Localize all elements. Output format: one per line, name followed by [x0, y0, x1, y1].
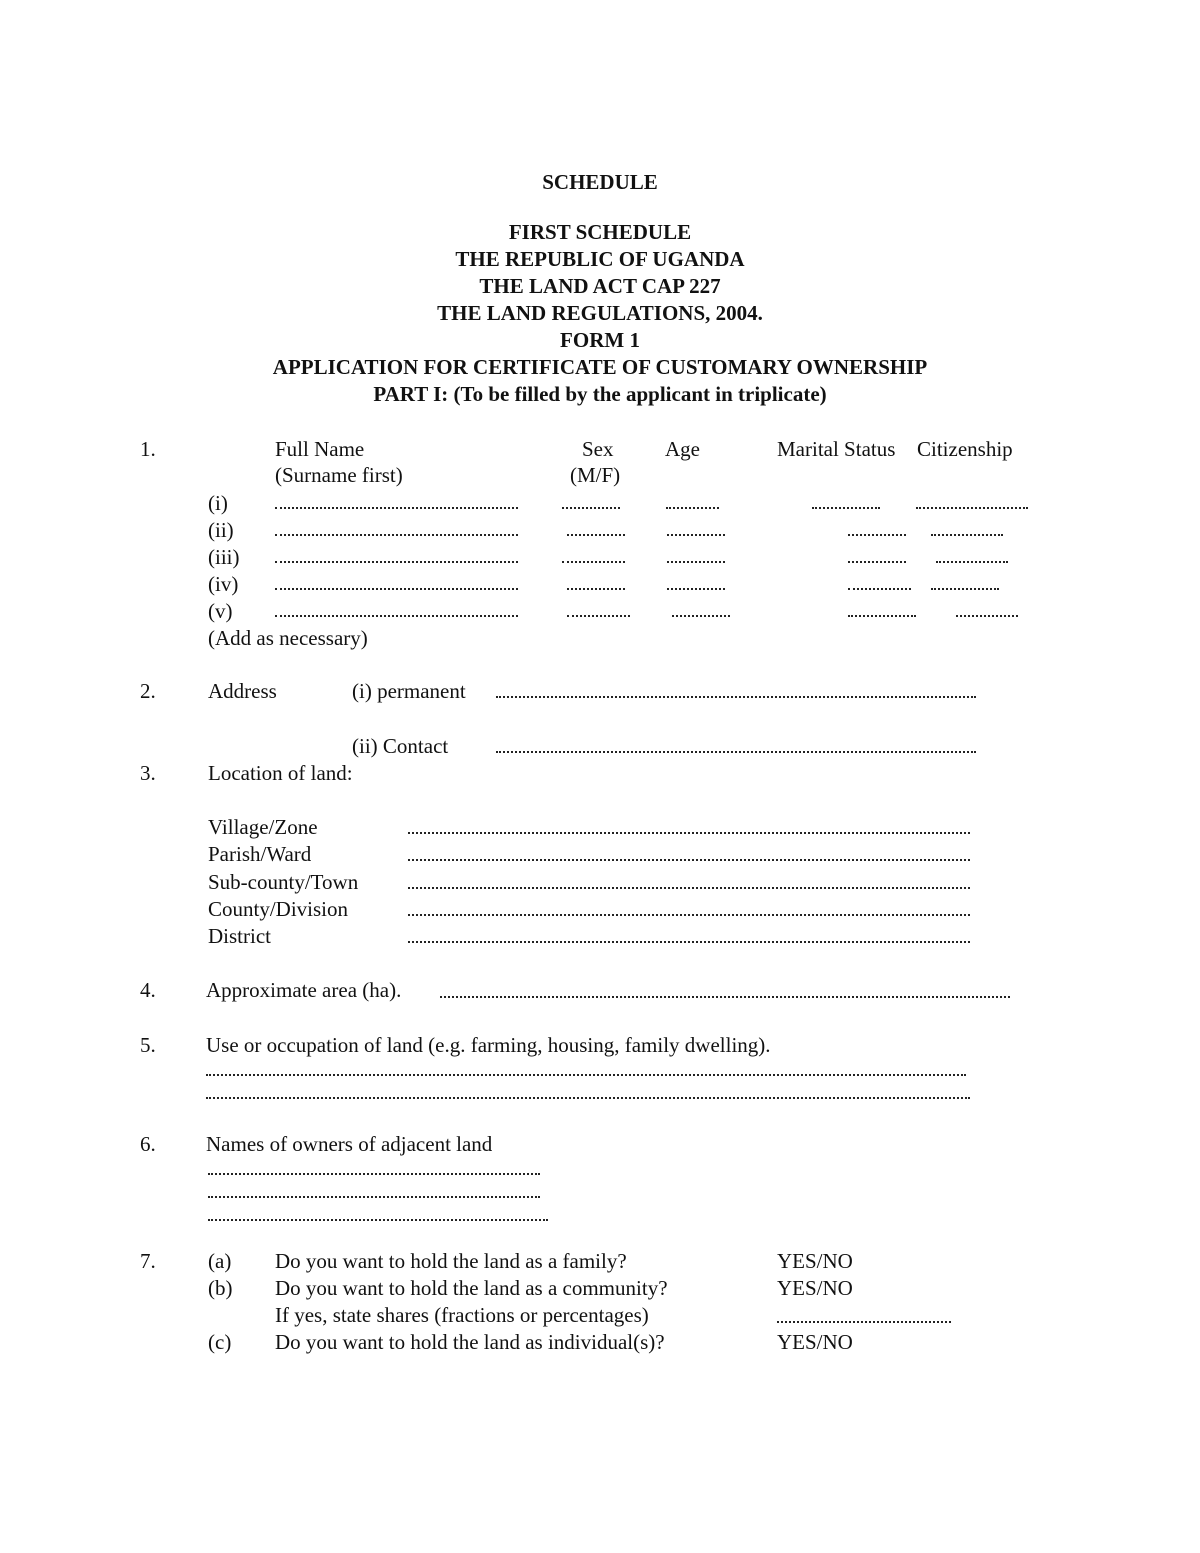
adjacent-owner-field[interactable] [208, 1196, 540, 1198]
approximate-area-label: Approximate area (ha). [206, 978, 402, 1002]
row-label: (v) [208, 599, 233, 623]
section-1-number: 1. [140, 437, 156, 461]
permanent-address-label: (i) permanent [352, 679, 466, 703]
shares-field[interactable] [777, 1321, 951, 1323]
address-label: Address [208, 679, 277, 703]
row-label: (i) [208, 491, 228, 515]
village-zone-field[interactable] [408, 832, 970, 834]
permanent-address-field[interactable] [496, 696, 976, 698]
parish-ward-field[interactable] [408, 859, 970, 861]
age-field[interactable] [667, 588, 725, 590]
marital-status-field[interactable] [848, 534, 906, 536]
regulations-heading: THE LAND REGULATIONS, 2004. [437, 301, 763, 325]
row-label: (iv) [208, 572, 239, 596]
row-label: (iii) [208, 545, 240, 569]
land-use-label: Use or occupation of land (e.g. farming, housing, family dwelling). [206, 1033, 771, 1057]
yes-no-option-individual[interactable]: YES/NO [777, 1330, 853, 1354]
section-5-number: 5. [140, 1033, 156, 1057]
sex-field[interactable] [567, 534, 625, 536]
citizenship-field[interactable] [931, 534, 1003, 536]
county-division-label: County/Division [208, 897, 349, 921]
sex-field[interactable] [562, 507, 620, 509]
section-6-number: 6. [140, 1132, 156, 1156]
age-field[interactable] [672, 615, 730, 617]
sex-field[interactable] [562, 561, 625, 563]
yes-no-option-community[interactable]: YES/NO [777, 1276, 853, 1300]
col-marital-status: Marital Status [777, 437, 896, 461]
col-sex-sub: (M/F) [570, 463, 621, 487]
marital-status-field[interactable] [848, 615, 916, 617]
add-as-necessary-note: (Add as necessary) [208, 626, 368, 650]
age-field[interactable] [667, 534, 725, 536]
age-field[interactable] [666, 507, 719, 509]
part-heading: PART I: (To be filled by the applicant in triplicate) [373, 382, 827, 406]
citizenship-field[interactable] [956, 615, 1018, 617]
section-7-number: 7. [140, 1249, 156, 1273]
section-2-number: 2. [140, 679, 156, 703]
question-individual: Do you want to hold the land as individual(s)? [275, 1330, 665, 1354]
row-label: (ii) [208, 518, 234, 542]
full-name-field[interactable] [275, 615, 518, 617]
question-community: Do you want to hold the land as a community? [275, 1276, 668, 1300]
land-use-field-line-2[interactable] [206, 1097, 970, 1099]
republic-heading: THE REPUBLIC OF UGANDA [455, 247, 745, 271]
parish-ward-label: Parish/Ward [208, 842, 312, 866]
question-letter: (b) [208, 1276, 233, 1300]
full-name-field[interactable] [275, 561, 518, 563]
full-name-field[interactable] [275, 507, 518, 509]
question-letter: (a) [208, 1249, 232, 1273]
form-title: APPLICATION FOR CERTIFICATE OF CUSTOMARY OWNERSHIP [272, 355, 928, 379]
section-4-number: 4. [140, 978, 156, 1002]
adjacent-owner-field[interactable] [208, 1219, 548, 1221]
district-label: District [208, 924, 271, 948]
sex-field[interactable] [567, 615, 630, 617]
citizenship-field[interactable] [916, 507, 1028, 509]
county-division-field[interactable] [408, 914, 970, 916]
approximate-area-field[interactable] [440, 996, 1010, 998]
yes-no-option-family[interactable]: YES/NO [777, 1249, 853, 1273]
location-of-land-label: Location of land: [208, 761, 353, 785]
shares-instruction: If yes, state shares (fractions or percentages) [275, 1303, 649, 1327]
land-use-field-line-1[interactable] [206, 1074, 966, 1076]
marital-status-field[interactable] [848, 561, 906, 563]
col-age: Age [665, 437, 700, 461]
question-letter: (c) [208, 1330, 232, 1354]
col-sex: Sex [582, 437, 614, 461]
full-name-field[interactable] [275, 534, 518, 536]
col-full-name-sub: (Surname first) [275, 463, 403, 487]
citizenship-field[interactable] [936, 561, 1008, 563]
sub-county-town-label: Sub-county/Town [208, 870, 359, 894]
full-name-field[interactable] [275, 588, 518, 590]
district-field[interactable] [408, 941, 970, 943]
col-full-name: Full Name [275, 437, 365, 461]
marital-status-field[interactable] [812, 507, 880, 509]
section-3-number: 3. [140, 761, 156, 785]
citizenship-field[interactable] [931, 588, 999, 590]
contact-address-field[interactable] [496, 751, 976, 753]
col-citizenship: Citizenship [917, 437, 1013, 461]
marital-status-field[interactable] [848, 588, 911, 590]
sub-county-town-field[interactable] [408, 887, 970, 889]
adjacent-owners-label: Names of owners of adjacent land [206, 1132, 493, 1156]
contact-address-label: (ii) Contact [352, 734, 449, 758]
first-schedule-heading: FIRST SCHEDULE [508, 220, 692, 244]
question-family: Do you want to hold the land as a family? [275, 1249, 627, 1273]
form-heading: FORM 1 [560, 328, 640, 352]
adjacent-owner-field[interactable] [208, 1173, 540, 1175]
sex-field[interactable] [567, 588, 625, 590]
village-zone-label: Village/Zone [208, 815, 318, 839]
schedule-heading: SCHEDULE [542, 170, 658, 194]
age-field[interactable] [667, 561, 725, 563]
act-heading: THE LAND ACT CAP 227 [479, 274, 721, 298]
